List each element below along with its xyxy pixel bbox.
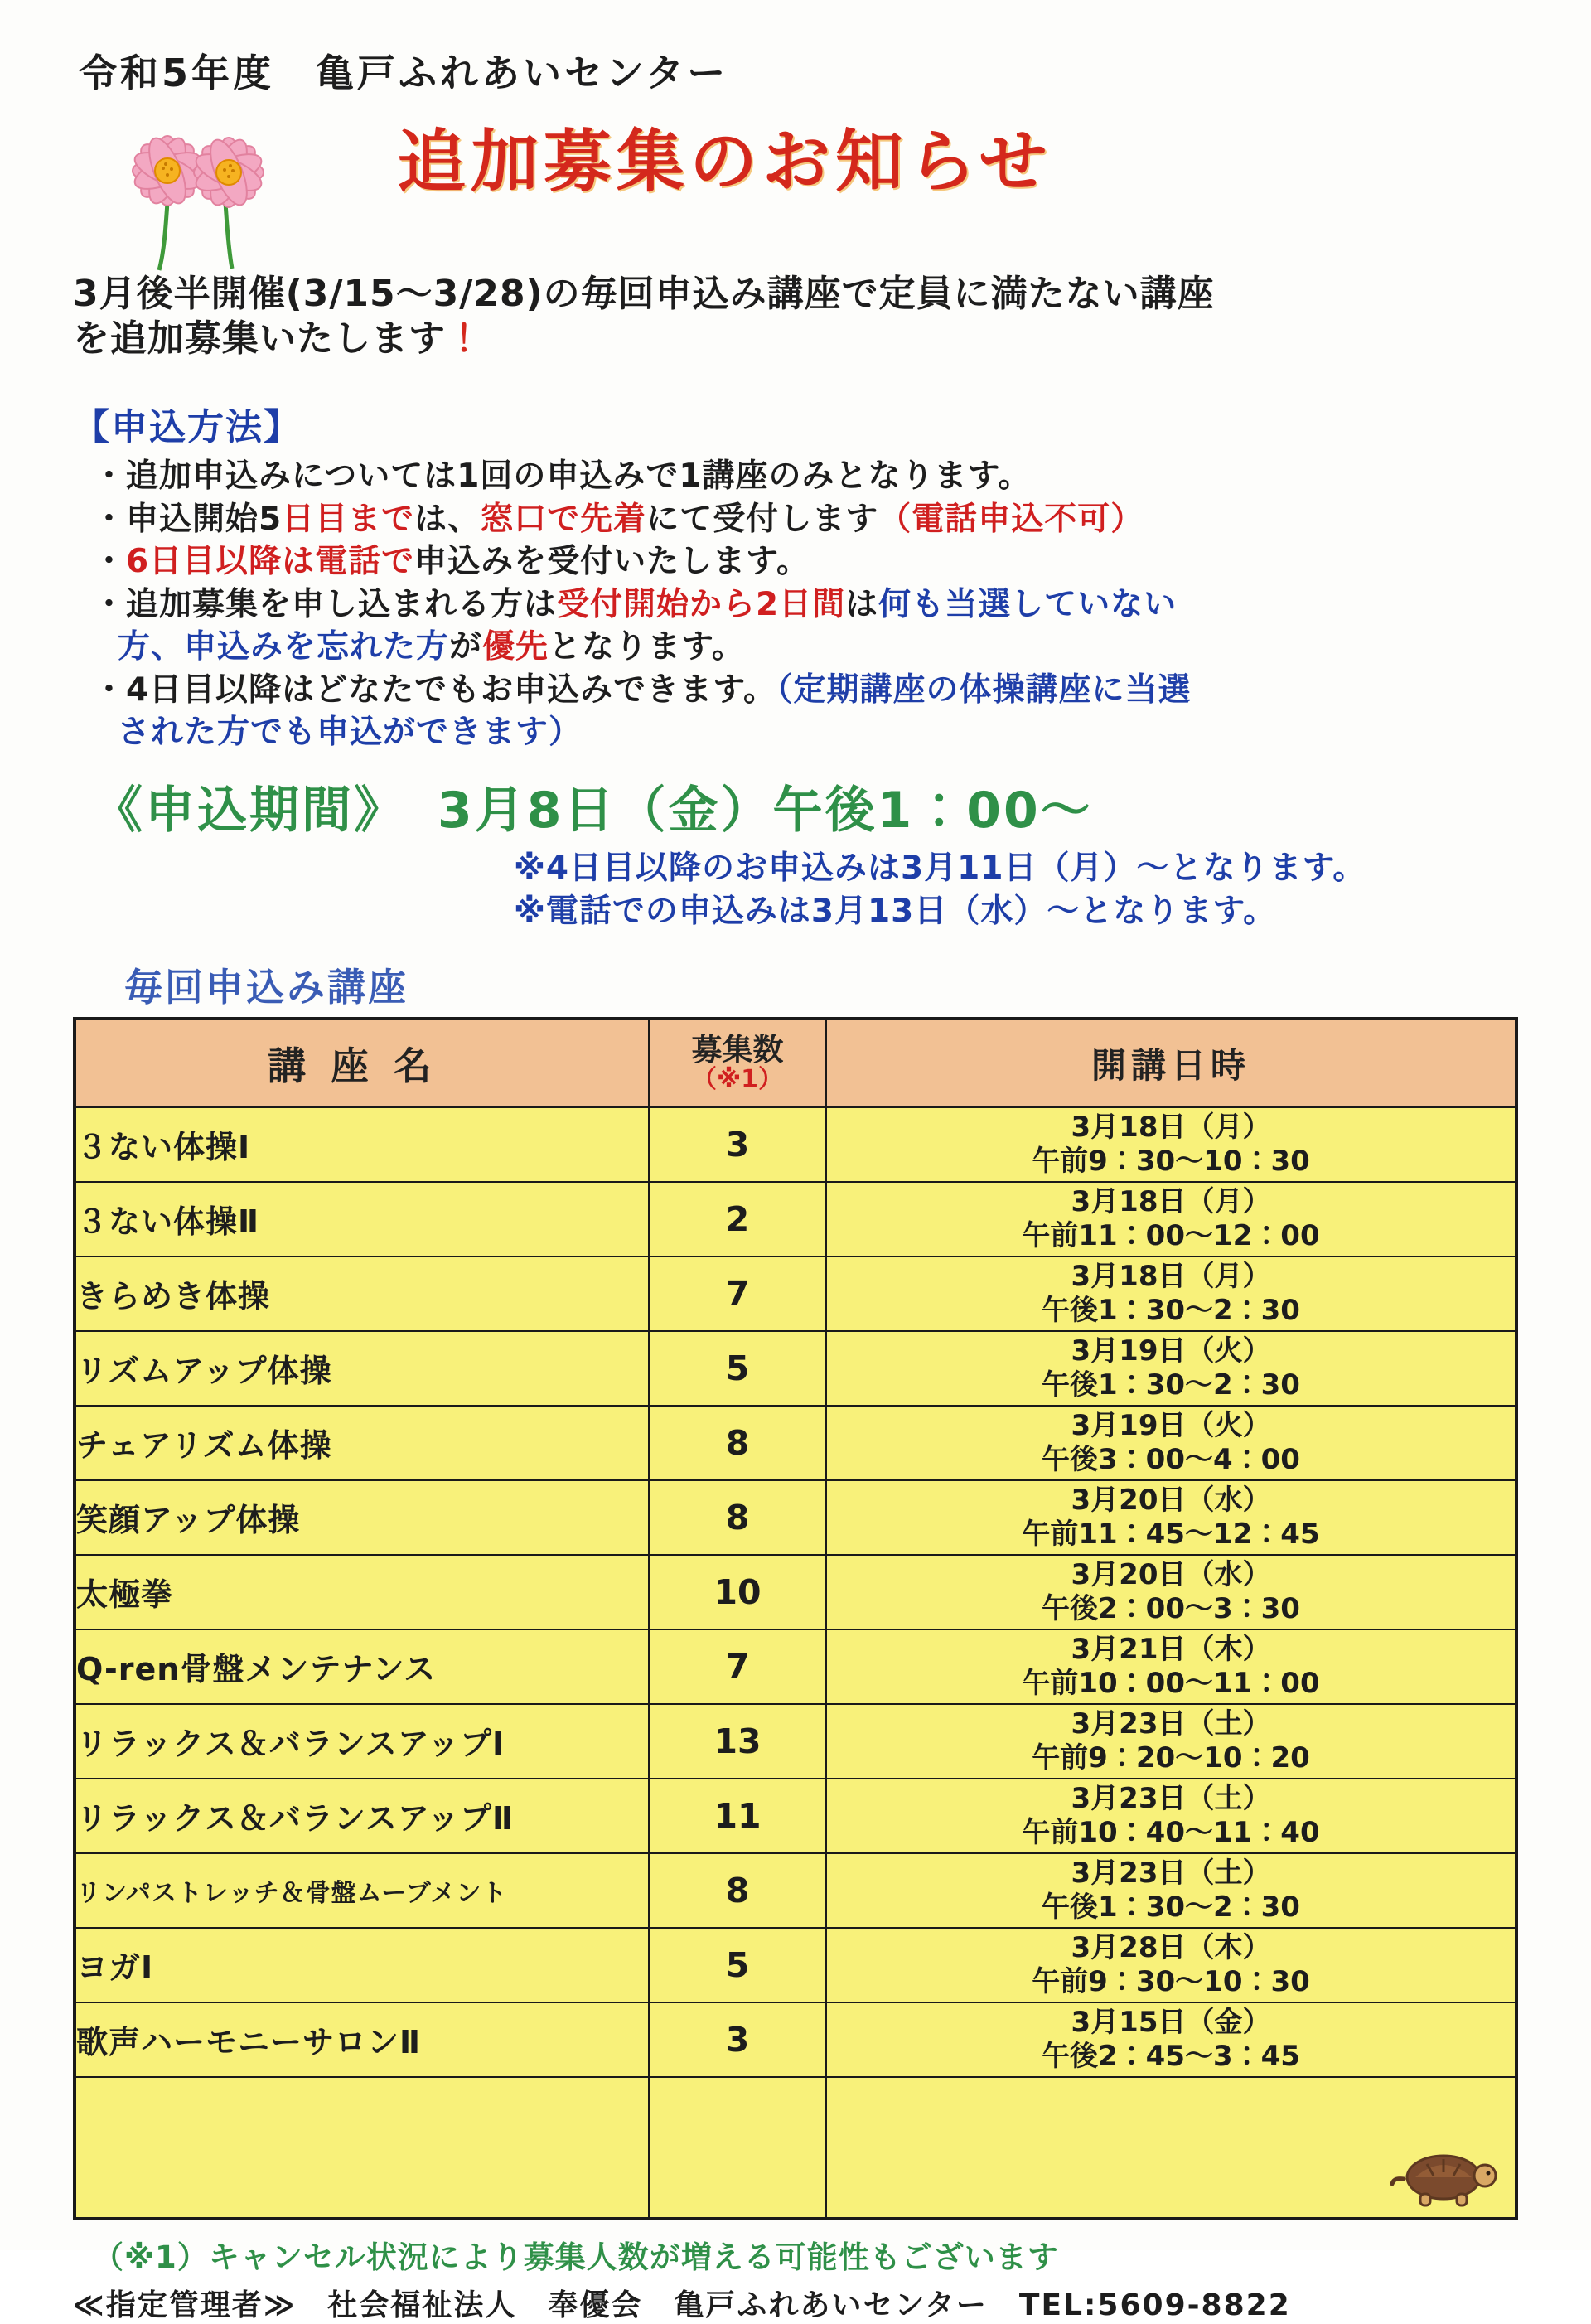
bullet-segment: ・ <box>93 543 127 581</box>
course-count-cell: 10 <box>649 1555 826 1629</box>
header-schedule: 開講日時 <box>826 1019 1516 1107</box>
course-table-title: 毎回申込み講座 <box>124 964 409 1009</box>
course-name-cell: ヨガⅠ <box>75 1928 649 2002</box>
course-count-cell: 3 <box>649 2002 826 2077</box>
course-time: 午後2：45～3：45 <box>1042 2039 1300 2073</box>
bullet-segment: （定期講座の体操講座に当選 <box>776 671 1192 709</box>
method-bullet <box>93 626 1591 668</box>
empty-cell <box>649 2077 826 2219</box>
course-schedule-cell <box>826 1331 1516 1406</box>
course-schedule-cell <box>826 1928 1516 2002</box>
course-schedule-cell <box>826 1779 1516 1853</box>
course-time: 午前9：30～10：30 <box>1032 1964 1310 1998</box>
header-course-name: 講座名 <box>75 1019 649 1107</box>
table-row <box>75 1629 1516 1704</box>
course-schedule-cell <box>826 1555 1516 1629</box>
bullet-segment: が <box>449 628 483 666</box>
intro-line-1: 3月後半開催(3/15～3/28)の毎回申込み講座で定員に満たない講座 <box>73 273 1215 315</box>
course-date: 3月15日（金） <box>1071 2006 1271 2040</box>
course-name-cell: 歌声ハーモニーサロンⅡ <box>75 2002 649 2077</box>
period-note: ※電話での申込みは3月13日（水）～となります。 <box>514 893 1277 931</box>
course-schedule-cell <box>826 1704 1516 1779</box>
bullet-segment: は <box>845 585 879 623</box>
bullet-segment: ・追加募集を申し込まれる方は <box>93 585 558 623</box>
course-schedule-cell <box>826 1182 1516 1256</box>
method-bullet <box>93 498 1591 540</box>
course-time: 午前10：00～11：00 <box>1022 1666 1320 1700</box>
course-date: 3月19日（火） <box>1071 1409 1271 1443</box>
method-bullet <box>93 711 1591 753</box>
course-date: 3月19日（火） <box>1071 1334 1271 1368</box>
period-notes <box>514 847 1591 934</box>
method-bullet <box>93 669 1591 711</box>
course-name-cell: ３ない体操Ⅱ <box>75 1182 649 1256</box>
period-label: 《申込期間》 <box>93 781 406 840</box>
course-count-cell: 5 <box>649 1928 826 2002</box>
red-exclamation: ！ <box>446 317 483 360</box>
bullet-segment: にて受付します <box>646 500 879 538</box>
course-name-cell: 笑顔アップ体操 <box>75 1480 649 1555</box>
bullet-segment: は、 <box>414 500 481 538</box>
course-count-cell: 8 <box>649 1480 826 1555</box>
course-count-cell: 2 <box>649 1182 826 1256</box>
course-time: 午後1：30～2：30 <box>1042 1890 1300 1924</box>
course-name-cell: リンパストレッチ＆骨盤ムーブメント <box>75 1853 649 1928</box>
table-row <box>75 1107 1516 1182</box>
bullet-segment: ・4日目以降はどなたでもお申込みできます。 <box>93 671 777 709</box>
table-row <box>75 1331 1516 1406</box>
table-row <box>75 1779 1516 1853</box>
course-date: 3月18日（月） <box>1071 1111 1271 1145</box>
course-schedule-cell <box>826 1406 1516 1480</box>
course-time: 午前10：40～11：40 <box>1022 1815 1320 1849</box>
course-schedule-cell <box>826 2002 1516 2077</box>
empty-table-row <box>75 2077 1516 2219</box>
course-date: 3月20日（水） <box>1071 1558 1271 1592</box>
table-row <box>75 1256 1516 1331</box>
bullet-segment: された方でも申込ができます） <box>118 714 583 752</box>
table-row <box>75 1480 1516 1555</box>
course-date: 3月20日（水） <box>1071 1484 1271 1518</box>
course-name-cell: 太極拳 <box>75 1555 649 1629</box>
course-count-cell: 7 <box>649 1256 826 1331</box>
period-note: ※4日目以降のお申込みは3月11日（月）～となります。 <box>514 849 1366 887</box>
cancel-note: （※1）キャンセル状況により募集人数が増える可能性もございます <box>93 2239 1059 2275</box>
table-header-row <box>75 1019 1516 1107</box>
course-time: 午後1：30～2：30 <box>1042 1293 1300 1327</box>
turtle-icon <box>1387 2138 1511 2214</box>
course-time: 午後2：00～3：30 <box>1042 1591 1300 1625</box>
bullet-segment: （電話申込不可） <box>878 500 1144 538</box>
year-line: 令和5年度 亀戸ふれあいセンター <box>79 51 729 95</box>
intro-line-2: を追加募集いたします！ <box>73 317 483 360</box>
header-count-note: （※1） <box>691 1064 784 1094</box>
course-time: 午後3：00～4：00 <box>1042 1442 1300 1476</box>
table-row <box>75 1704 1516 1779</box>
method-bullet <box>93 583 1591 626</box>
table-row <box>75 2002 1516 2077</box>
bullet-segment: 日目まで <box>282 500 415 538</box>
method-bullet-list <box>93 455 1591 753</box>
bullet-segment: 優先 <box>482 628 549 666</box>
course-date: 3月28日（木） <box>1071 1931 1271 1965</box>
empty-cell <box>75 2077 649 2219</box>
course-name-cell: リズムアップ体操 <box>75 1331 649 1406</box>
table-row <box>75 1555 1516 1629</box>
course-date: 3月18日（月） <box>1071 1185 1271 1219</box>
bullet-segment: 窓口で先着 <box>481 500 647 538</box>
bullet-segment: 申込みを受付いたします。 <box>414 543 810 581</box>
course-name-cell: ３ない体操Ⅰ <box>75 1107 649 1182</box>
course-date: 3月18日（月） <box>1071 1260 1271 1294</box>
intro-paragraph <box>73 272 1591 361</box>
method-bullet <box>93 455 1591 497</box>
course-date: 3月23日（土） <box>1071 1857 1271 1891</box>
bullet-segment: ・追加申込みについては1回の申込みで1講座のみとなります。 <box>93 458 1032 496</box>
course-name-cell: きらめき体操 <box>75 1256 649 1331</box>
course-count-cell: 7 <box>649 1629 826 1704</box>
course-count-cell: 5 <box>649 1331 826 1406</box>
bullet-segment: 6日目以降は電話で <box>126 543 415 581</box>
course-schedule-cell <box>826 1480 1516 1555</box>
course-time: 午後1：30～2：30 <box>1042 1368 1300 1402</box>
course-name-cell: リラックス＆バランスアップⅡ <box>75 1779 649 1853</box>
title-row <box>116 101 1591 267</box>
course-date: 3月21日（木） <box>1071 1633 1271 1667</box>
course-date: 3月23日（土） <box>1071 1707 1271 1741</box>
table-row <box>75 1853 1516 1928</box>
course-count-cell: 8 <box>649 1853 826 1928</box>
table-row <box>75 1182 1516 1256</box>
application-period-row <box>93 771 1591 842</box>
course-time: 午前9：30～10：30 <box>1032 1144 1310 1178</box>
table-row <box>75 1928 1516 2002</box>
bullet-segment: となります。 <box>549 628 745 666</box>
course-count-cell: 11 <box>649 1779 826 1853</box>
course-count-cell: 13 <box>649 1704 826 1779</box>
period-value: 3月8日（金）午後1：00～ <box>438 781 1093 840</box>
course-schedule-cell <box>826 1853 1516 1928</box>
table-row <box>75 1406 1516 1480</box>
bullet-segment: 受付開始から2日間 <box>557 585 846 623</box>
header-count: 募集数 （※1） <box>649 1019 826 1107</box>
bullet-segment: 方、申込みを忘れた方 <box>118 628 450 666</box>
course-name-cell: チェアリズム体操 <box>75 1406 649 1480</box>
course-time: 午前11：00～12：00 <box>1022 1218 1320 1252</box>
course-schedule-cell <box>826 1629 1516 1704</box>
course-time: 午前9：20～10：20 <box>1032 1741 1310 1774</box>
course-name-cell: Q-ren骨盤メンテナンス <box>75 1629 649 1704</box>
course-schedule-cell <box>826 1256 1516 1331</box>
course-table <box>73 1017 1518 2220</box>
course-date: 3月23日（土） <box>1071 1782 1271 1816</box>
course-count-cell: 3 <box>649 1107 826 1182</box>
course-name-cell: リラックス＆バランスアップⅠ <box>75 1704 649 1779</box>
bullet-segment: 何も当選していない <box>878 585 1178 623</box>
course-count-cell: 8 <box>649 1406 826 1480</box>
cosmos-flowers-icon <box>116 119 298 277</box>
course-schedule-cell <box>826 1107 1516 1182</box>
method-heading: 【申込方法】 <box>73 406 302 449</box>
page-title: 追加募集のお知らせ <box>398 123 1052 201</box>
method-bullet <box>93 540 1591 583</box>
course-time: 午前11：45～12：45 <box>1022 1517 1320 1551</box>
managers-line: ≪指定管理者≫ 社会福祉法人 奉優会 亀戸ふれあいセンター TEL:5609-8822 <box>73 2288 1291 2322</box>
bullet-segment: ・申込開始5 <box>93 500 283 538</box>
